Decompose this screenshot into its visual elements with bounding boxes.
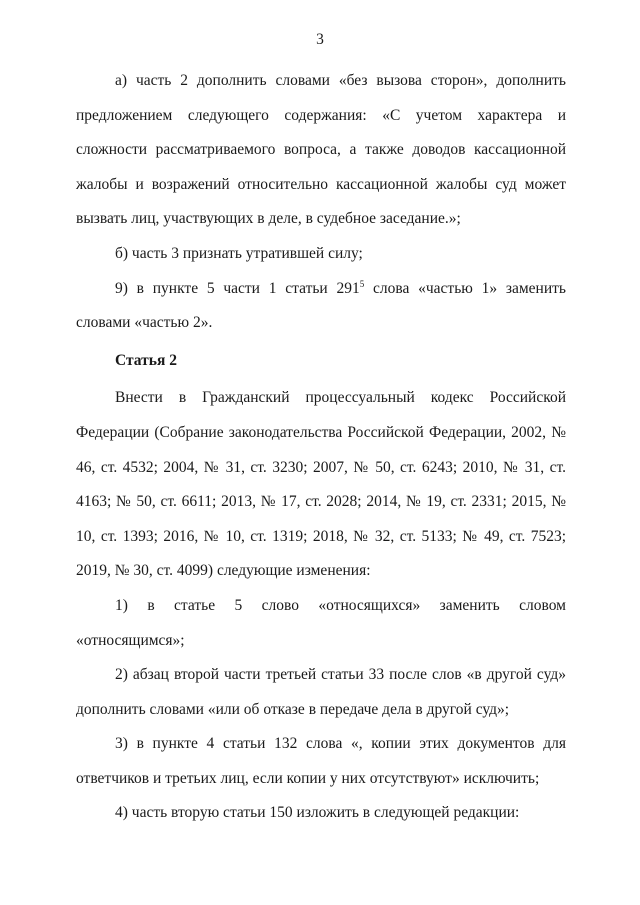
article-heading: Статья 2 — [115, 351, 177, 369]
paragraph-amendment-b: б) часть 3 признать утратившей силу; — [115, 244, 363, 262]
paragraph-change-1: 1) в статье 5 слово «относящихся» заменить словом «относящимся»; — [76, 596, 566, 649]
paragraph-change-4: 4) часть вторую статьи 150 изложить в следующей редакции: — [115, 804, 520, 822]
paragraph-change-3: 3) в пункте 4 статьи 132 слова «, копии этих документов для ответчиков и третьих лиц, если копии у них отсутствуют» исключить; — [76, 735, 566, 787]
paragraph-amendment-a: а) часть 2 дополнить словами «без вызова сторон», дополнить предложением следующего содержания: «С учетом характера и сложности рассматриваемого вопроса, а также доводов кассационной жалобы и возражений относительно кассационной жалобы суд может вызвать лиц, участвующих в деле, в судебное заседание.»; — [76, 72, 566, 228]
item-9-text-end: слова «частью 1» заменить словами «частью 2». — [76, 279, 566, 332]
page-number: 3 — [316, 31, 324, 48]
document-body — [76, 64, 566, 831]
paragraph-item-9 — [76, 272, 566, 341]
item-9-text-start: 9) в пункте 5 части 1 статьи 291 — [115, 279, 360, 297]
paragraph-change-2: 2) абзац второй части третьей статьи 33 после слов «в другой суд» дополнить словами «или об отказе в передаче дела в другой суд»; — [76, 666, 566, 718]
paragraph-article-intro: Внести в Гражданский процессуальный кодекс Российской Федерации (Собрание законодательства Российской Федерации, 2002, № 46, ст. 4532; 2004, № 31, ст. 3230; 2007, № 50, ст. 6243; 2010, № 31, ст. 4163; № 50, ст. 6611; 2013, № 17, ст. 2028; 2014, № 19, ст. 2331; 2015, № 10, ст. 1393; 2016, № 10, ст. 1319; 2018, № 32, ст. 5133; № 49, ст. 7523; 2019, № 30, ст. 4099) следующие изменения: — [76, 389, 566, 580]
superscript-article-index: 5 — [359, 278, 365, 289]
